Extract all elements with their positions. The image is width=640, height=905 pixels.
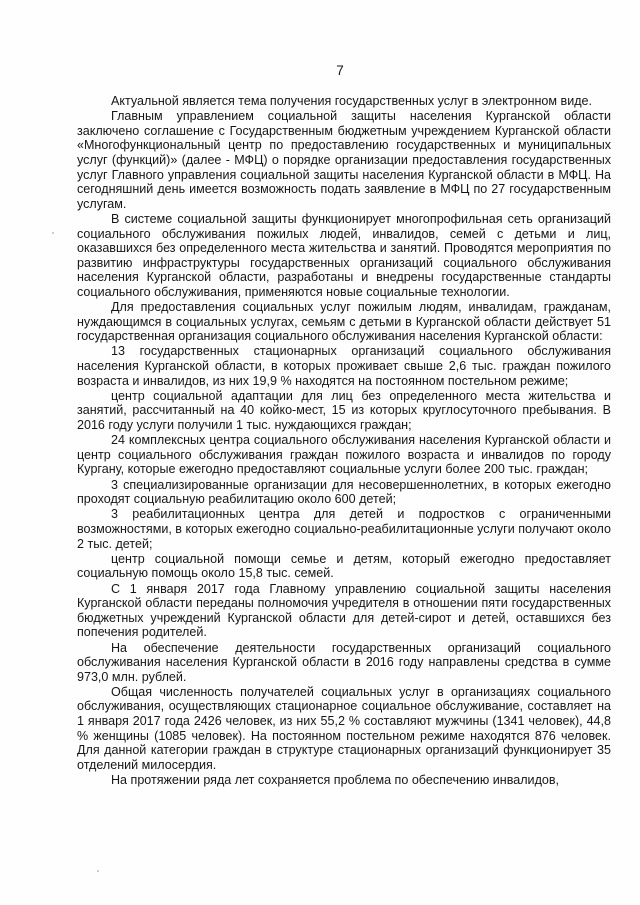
paragraph-orphans-institutions: С 1 января 2017 года Главному управлению социальной защиты населения Курганской области переданы полномочия учредителя в отношении пяти государственных бюджетных учреждений Курганской области для детей-сирот и детей, оставшихся без попечения родителей. <box>77 581 611 640</box>
paragraph-mfc-agreement: Главным управлением социальной защиты населения Курганской области заключено соглашение с Государственным бюджетным учреждением Курганской области «Многофункциональный центр по предоставлению государственных и муниципальных услуг (функций)» (далее - МФЦ) о порядке организации предоставления государственных услуг Главного управления социальной защиты населения Курганской области в МФЦ. На сегодняшний день имеется возможность подать заявление в МФЦ по 27 государственным услугам. <box>77 109 611 211</box>
paragraph-recipients: Общая численность получателей социальных услуг в организациях социального обслуживания, осуществляющих стационарное социальное обслуживание, составляет на 1 января 2017 года 2426 человек, из них 55,2 % составляют мужчины (1341 человек), 44,8 % женщины (1085 человек). На постоянном постельном режиме находятся 876 человек. Для данной категории граждан в структуре стационарных организаций функционирует 35 отделений милосердия. <box>77 684 611 772</box>
scan-speck <box>52 232 54 234</box>
body-text <box>77 94 611 788</box>
paragraph-stationary-organizations: 13 государственных стационарных организаций социального обслуживания населения Курганской области, в которых проживает свыше 2,6 тыс. граждан пожилого возраста и инвалидов, из них 19,9 % находятся на постоянном постельном режиме; <box>77 344 611 388</box>
paragraph-disabled-problem: На протяжении ряда лет сохраняется проблема по обеспечению инвалидов, <box>111 773 560 788</box>
paragraph-funding: На обеспечение деятельности государственных организаций социального обслуживания населения Курганской области в 2016 году направлены средства в сумме 973,0 млн. рублей. <box>77 640 611 684</box>
paragraph-rehabilitation-centers: 3 реабилитационных центра для детей и подростков с ограниченными возможностями, в которых ежегодно социально-реабилитационные услуги получают около 2 тыс. детей; <box>77 507 611 551</box>
paragraph-minors-organizations: 3 специализированные организации для несовершеннолетних, в которых ежегодно проходят социальную реабилитацию около 600 детей; <box>77 477 611 507</box>
scan-speck <box>97 870 99 872</box>
paragraph-family-center: центр социальной помощи семье и детям, который ежегодно предоставляет социальную помощь около 15,8 тыс. семей. <box>77 551 611 581</box>
paragraph-adaptation-center: центр социальной адаптации для лиц без определенного места жительства и занятий, рассчитанный на 40 койко-мест, 15 из которых круглосуточного пребывания. В 2016 году услуги получили 1 тыс. нуждающихся граждан; <box>77 388 611 433</box>
paragraph-organizations-intro: Для предоставления социальных услуг пожилым людям, инвалидам, гражданам, нуждающимся в социальных услугах, семьям с детьми в Курганской области действует 51 государственная организация социального обслуживания населения Курганской области: <box>77 300 611 344</box>
paragraph-electronic-services: Актуальной является тема получения государственных услуг в электронном виде. <box>111 94 592 108</box>
page-number: 7 <box>336 63 344 78</box>
paragraph-complex-centers: 24 комплексных центра социального обслуживания населения Курганской области и центр социального обслуживания граждан пожилого возраста и инвалидов по городу Кургану, которые ежегодно предоставляют социальные услуги более 200 тыс. граждан; <box>77 433 611 477</box>
paragraph-social-network: В системе социальной защиты функционирует многопрофильная сеть организаций социального обслуживания пожилых людей, инвалидов, семей с детьми и лиц, оказавшихся без определенного места жительства и занятий. Проводятся мероприятия по развитию инфраструктуры государственных организаций социального обслуживания населения Курганской области, разработаны и внедрены государственные стандарты социального обслуживания, применяются новые социальные технологии. <box>77 211 611 299</box>
